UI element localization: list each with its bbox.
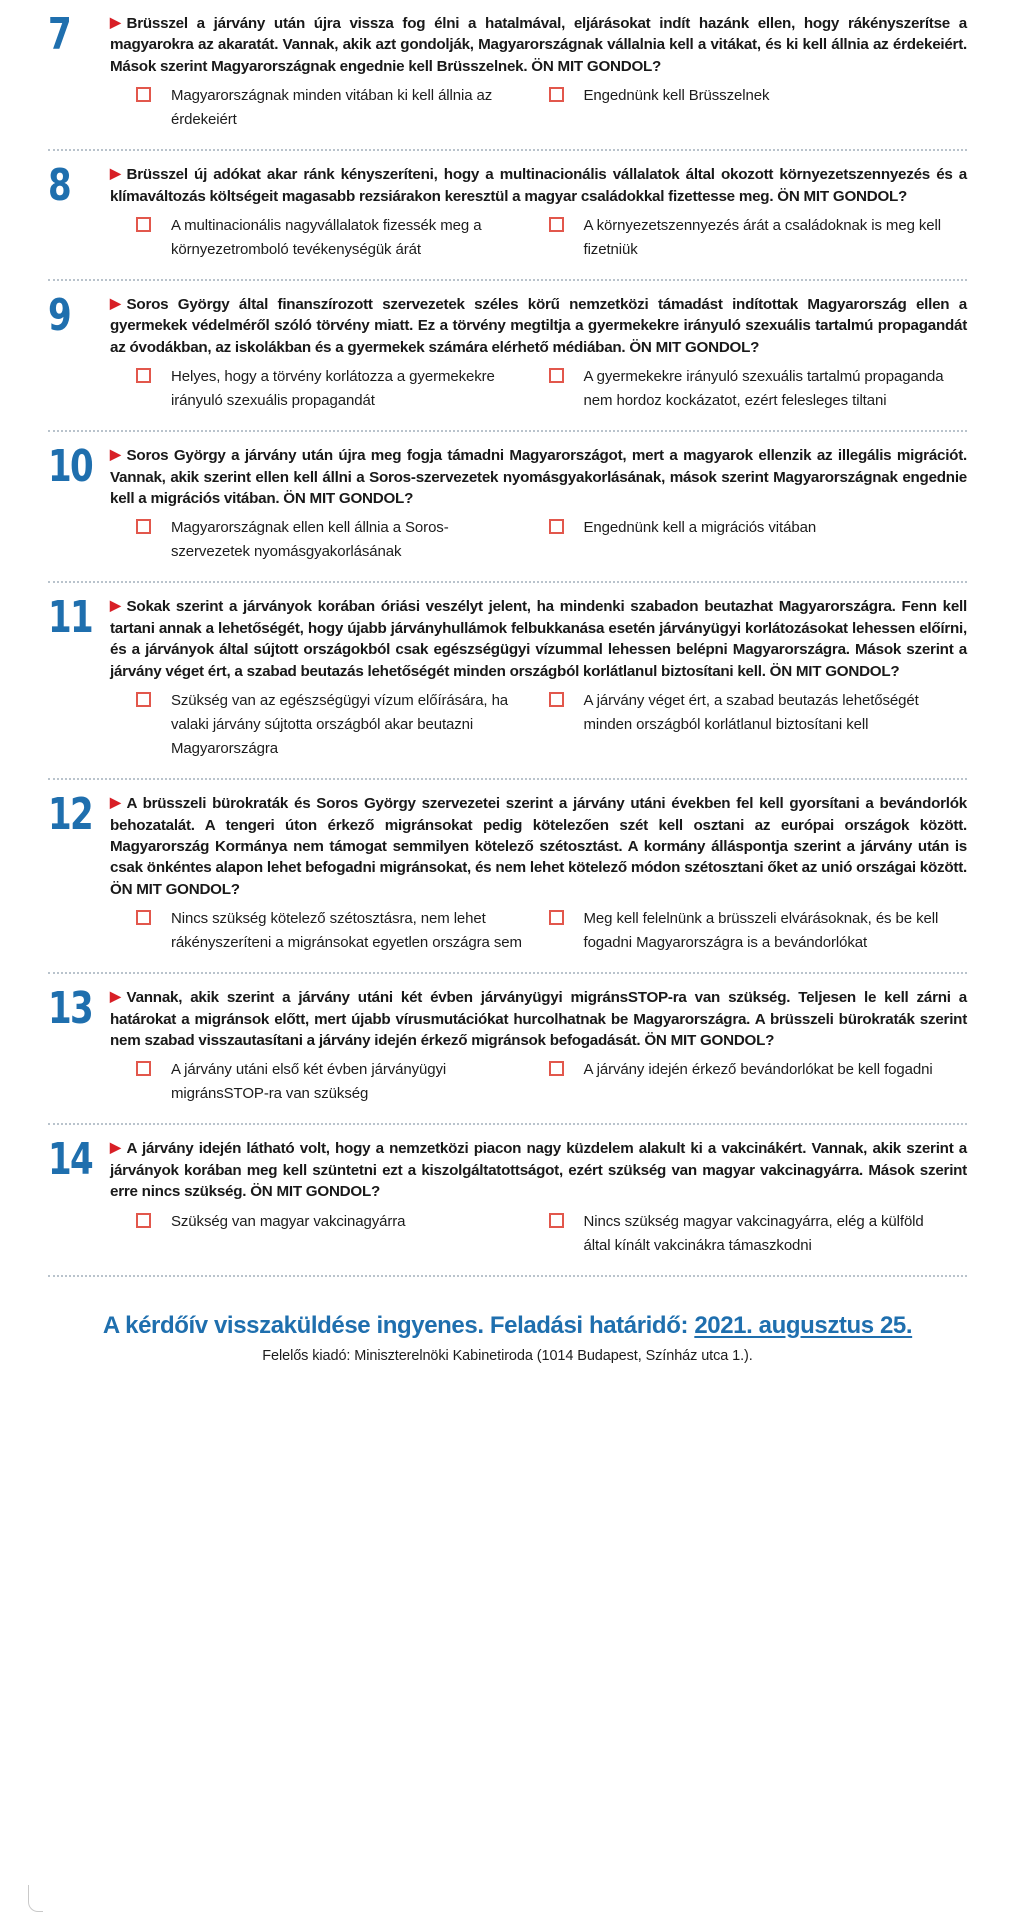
checkbox-icon[interactable] <box>549 87 564 102</box>
answer-options <box>110 907 967 955</box>
question-text-row <box>110 987 967 1051</box>
checkbox-icon[interactable] <box>549 519 564 534</box>
answer-label: Nincs szükség magyar vakcinagyárra, elég a külföld által kínált vakcinákra támaszkodni <box>583 1212 924 1254</box>
question-text-row <box>110 793 967 900</box>
answer-option[interactable] <box>539 84 968 132</box>
question-body <box>110 1138 967 1257</box>
answer-option[interactable] <box>539 516 968 564</box>
question-number: 12 <box>48 789 92 841</box>
answer-option[interactable] <box>110 214 539 262</box>
answer-option[interactable] <box>110 1058 539 1106</box>
answer-option[interactable] <box>110 365 539 413</box>
answer-label: A járvány utáni első két évben járványügyi migránsSTOP-ra van szükség <box>171 1061 447 1103</box>
answer-label: Szükség van az egészségügyi vízum előírására, ha valaki járvány sújtotta országból akar beutazni Magyarországra <box>171 692 509 758</box>
question-text-row <box>110 1138 967 1202</box>
checkbox-icon[interactable] <box>549 692 564 707</box>
question-number: 7 <box>48 9 70 60</box>
footer-deadline: 2021. augusztus 25. <box>694 1311 913 1339</box>
answer-label: A multinacionális nagyvállalatok fizessék meg a környezetromboló tevékenységük árát <box>171 217 482 259</box>
answer-label: Engednünk kell a migrációs vitában <box>583 519 817 537</box>
answer-options <box>110 365 967 413</box>
triangle-right-icon: ▶ <box>110 165 121 182</box>
question-text-row <box>110 13 967 77</box>
answer-label: Magyarországnak minden vitában ki kell állnia az érdekeiért <box>171 87 493 129</box>
answer-options <box>110 516 967 564</box>
question-body <box>110 987 967 1106</box>
answer-option[interactable] <box>539 907 968 955</box>
question-block <box>48 780 967 966</box>
checkbox-icon[interactable] <box>136 910 151 925</box>
answer-option[interactable] <box>539 214 968 262</box>
answer-option[interactable] <box>539 365 968 413</box>
question-number: 8 <box>48 160 70 212</box>
question-number: 10 <box>48 441 92 493</box>
checkbox-icon[interactable] <box>136 217 151 232</box>
triangle-right-icon: ▶ <box>110 1139 121 1156</box>
answer-label: A környezetszennyezés árát a családoknak is meg kell fizetniük <box>583 217 941 259</box>
answer-option[interactable] <box>110 516 539 564</box>
question-number: 11 <box>48 592 92 644</box>
checkbox-icon[interactable] <box>136 692 151 707</box>
question-number: 9 <box>48 290 70 342</box>
answer-option[interactable] <box>539 689 968 761</box>
answer-option[interactable] <box>539 1058 968 1106</box>
checkbox-icon[interactable] <box>136 87 151 102</box>
answer-label: Meg kell felelnünk a brüsszeli elvárásoknak, és be kell fogadni Magyarországra is a bevándorlókat <box>583 910 939 952</box>
answer-label: Nincs szükség kötelező szétosztásra, nem lehet rákényszeríteni a migránsokat egyetlen országra sem <box>171 910 522 952</box>
question-text: Sokak szerint a járványok korában óriási veszélyt jelent, ha mindenki szabadon beutazhat Magyarországra. Fenn kell tartani annak a lehetőségét, hogy újabb járványhullámok felbukkanása esetén járványügyi korlátozásokat lehessen előírni, és a járványok által sújtott országokból csak egészségügyi vízummal lehessen belépni Magyarországra. Mások szerint a járvány véget ért, a szabad beutazás lehetőségét minden országból korlátlanul biztosítani kell. ÖN MIT GONDOL? <box>110 598 967 680</box>
question-block <box>48 151 967 273</box>
answer-options <box>110 1210 967 1258</box>
answer-option[interactable] <box>110 907 539 955</box>
question-text-row <box>110 445 967 509</box>
question-body <box>110 596 967 761</box>
answer-label: Engednünk kell Brüsszelnek <box>583 87 770 105</box>
answer-label: Magyarországnak ellen kell állnia a Soros-szervezetek nyomásgyakorlásának <box>171 519 449 561</box>
answer-options <box>110 214 967 262</box>
question-block <box>48 1125 967 1268</box>
answer-options <box>110 1058 967 1106</box>
answer-options <box>110 84 967 132</box>
question-text: Soros György a járvány után újra meg fogja támadni Magyarországot, mert a magyarok ellenzik az illegális migrációt. Vannak, akik szerint ellen kell állni a Soros-szervezetek nyomásgyakorlásának, mások szerint Magyarországnak engednie kell a migrációs vitában. ÖN MIT GONDOL? <box>110 447 967 508</box>
checkbox-icon[interactable] <box>136 519 151 534</box>
question-text-row <box>110 294 967 358</box>
question-body <box>110 294 967 413</box>
page-footer <box>48 1311 967 1364</box>
answer-option[interactable] <box>110 84 539 132</box>
checkbox-icon[interactable] <box>136 368 151 383</box>
triangle-right-icon: ▶ <box>110 988 121 1005</box>
triangle-right-icon: ▶ <box>110 14 121 30</box>
answer-label: A járvány véget ért, a szabad beutazás lehetőségét minden országból korlátlanul biztosítani kell <box>583 692 919 734</box>
question-block <box>48 281 967 424</box>
checkbox-icon[interactable] <box>549 910 564 925</box>
question-number: 13 <box>48 983 92 1035</box>
checkbox-icon[interactable] <box>549 217 564 232</box>
question-block <box>48 0 967 143</box>
question-number: 14 <box>48 1134 92 1186</box>
footer-headline-prefix: A kérdőív visszaküldése ingyenes. Feladási határidő: <box>102 1311 695 1339</box>
question-body <box>110 445 967 564</box>
checkbox-icon[interactable] <box>549 368 564 383</box>
corner-crop-mark <box>28 1885 43 1912</box>
triangle-right-icon: ▶ <box>110 446 121 463</box>
answer-label: A járvány idején érkező bevándorlókat be kell fogadni <box>583 1061 933 1079</box>
answer-option[interactable] <box>110 689 539 761</box>
questions-list <box>48 0 967 1269</box>
question-text: Brüsszel új adókat akar ránk kényszeríteni, hogy a multinacionális vállalatok által okozott környezetszennyezés és a klímaváltozás költségeit magasabb rezsiárakon keresztül a magyar családokkal fizettesse meg. ÖN MIT GONDOL? <box>110 166 967 205</box>
question-block <box>48 432 967 575</box>
checkbox-icon[interactable] <box>549 1213 564 1228</box>
question-block <box>48 583 967 772</box>
question-text-row <box>110 596 967 682</box>
question-body <box>110 793 967 955</box>
checkbox-icon[interactable] <box>136 1213 151 1228</box>
footer-publisher: Felelős kiadó: Miniszterelnöki Kabinetiroda (1014 Budapest, Színház utca 1.). <box>262 1347 753 1364</box>
answer-label: A gyermekekre irányuló szexuális tartalmú propaganda nem hordoz kockázatot, ezért felesleges tiltani <box>583 368 944 410</box>
question-body <box>110 164 967 262</box>
question-text: Vannak, akik szerint a járvány utáni két évben járványügyi migránsSTOP-ra van szükség. Teljesen le kell zárni a határokat a migránsok előtt, mert újabb vírusmutációkat hurcolhatnak be Magyarországra. A brüsszeli bürokraták szerint nem szabad visszautasítani a járvány idején érkező migránsok befogadását. ÖN MIT GONDOL? <box>110 989 967 1049</box>
answer-option[interactable] <box>110 1210 539 1258</box>
answer-label: Szükség van magyar vakcinagyárra <box>171 1212 406 1230</box>
question-block <box>48 974 967 1117</box>
separator <box>48 1275 967 1277</box>
answer-label: Helyes, hogy a törvény korlátozza a gyermekekre irányuló szexuális propagandát <box>171 368 495 410</box>
checkbox-icon[interactable] <box>549 1061 564 1076</box>
footer-headline <box>48 1311 967 1341</box>
question-text-row <box>110 164 967 207</box>
checkbox-icon[interactable] <box>136 1061 151 1076</box>
question-body <box>110 13 967 132</box>
answer-options <box>110 689 967 761</box>
triangle-right-icon: ▶ <box>110 794 121 811</box>
triangle-right-icon: ▶ <box>110 295 121 312</box>
question-text: A brüsszeli bürokraták és Soros György szervezetei szerint a járvány utáni években fel kell gyorsítani a bevándorlók behozatalát. A tengeri úton érkező migránsokat pedig kötelezően szét kell osztani az európai országok között. Magyarország Kormánya nem támogat semmilyen kötelező szétosztást. A kormány álláspontja szerint a járvány után is csak önkéntes alapon lehet befogadni migránsokat, és nem lehet kötelező módon szétosztani őket az unió országai között. ÖN MIT GONDOL? <box>110 795 967 898</box>
answer-option[interactable] <box>539 1210 968 1258</box>
question-text: A járvány idején látható volt, hogy a nemzetközi piacon nagy küzdelem alakult ki a vakcinákért. Vannak, akik szerint a járványok korában meg kell szüntetni ezt a kiszolgáltatottságot, ezért szükség van magyar vakcinagyárra. Mások szerint erre nincs szükség. ÖN MIT GONDOL? <box>110 1140 967 1201</box>
question-text: Brüsszel a járvány után újra vissza fog élni a hatalmával, eljárásokat indít hazánk ellen, hogy rákényszerítse a magyarokra az akaratát. Vannak, akik azt gondolják, Magyarországnak vállalnia kell a vitákat, és ki kell állnia az érdekeiért. Mások szerint Magyarországnak engednie kell Brüsszelnek. ÖN MIT GONDOL? <box>110 15 967 75</box>
question-text: Soros György által finanszírozott szervezetek széles körű nemzetközi támadást indítottak Magyarország ellen a gyermekek védelméről szóló törvény miatt. Ez a törvény megtiltja a gyermekekre irányuló szexuális tartalmú propagandát az óvodákban, az iskolákban és a gyermekek számára elérhető médiában. ÖN MIT GONDOL? <box>110 296 967 356</box>
triangle-right-icon: ▶ <box>110 597 121 614</box>
